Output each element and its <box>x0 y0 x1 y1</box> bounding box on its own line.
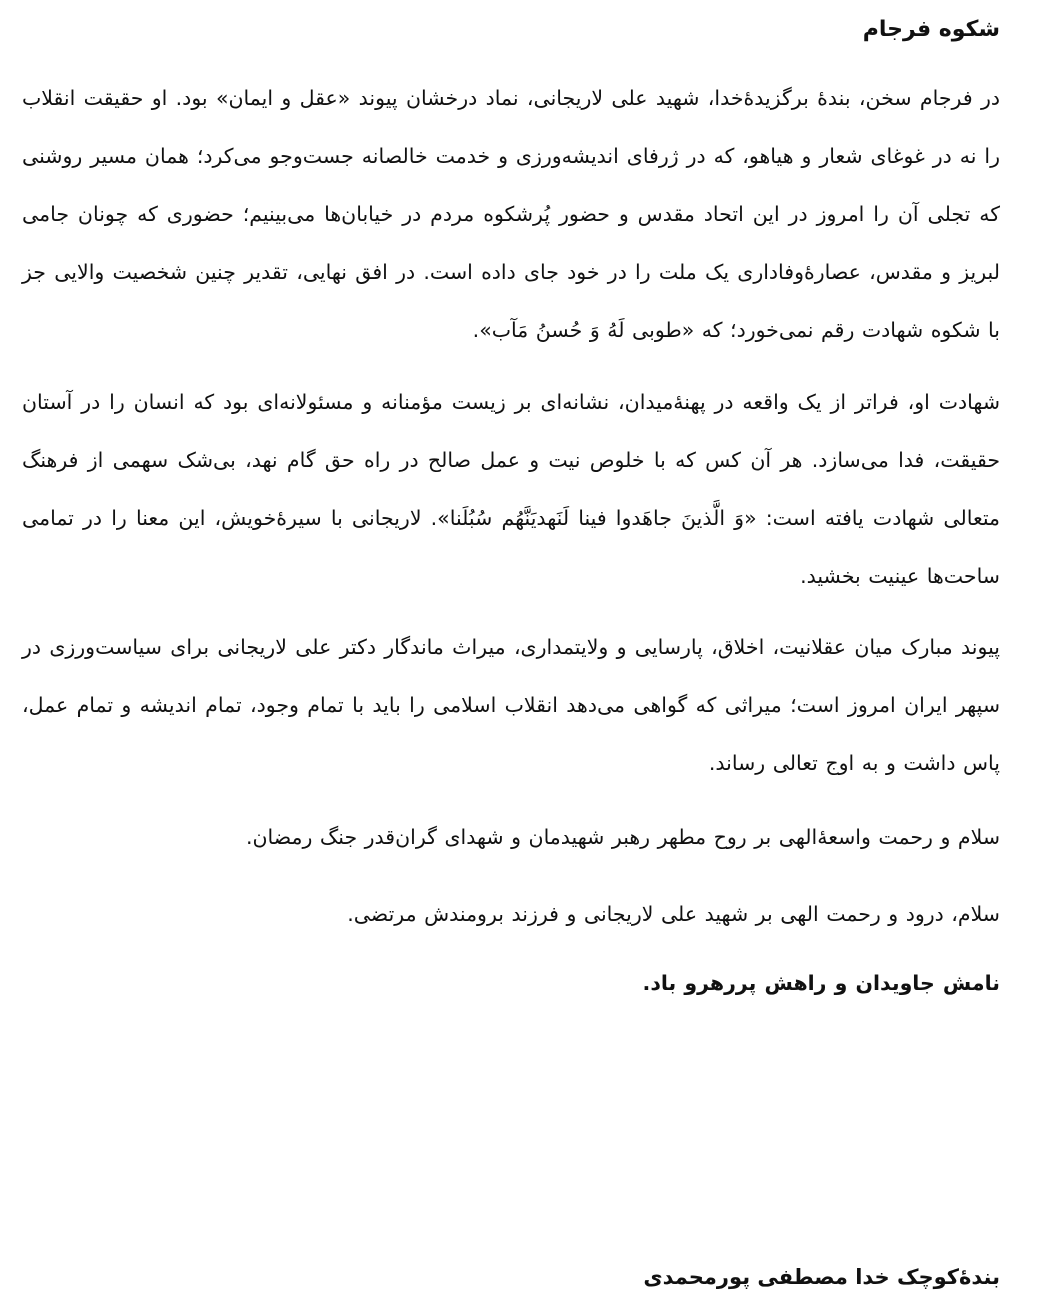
paragraph-1: در فرجام سخن، بندهٔ برگزیدهٔ‌خدا، شهید علی لاریجانی، نماد درخشان پیوند «عقل و ایمان» بود. او حقیقت انقلاب را نه در غوغای شعار و هیاهو، که در ژرفای اندیشه‌ورزی و خدمت خالصانه جست‌وجو می‌کرد؛ همان مسیر روشنی که تجلی آن را امروز در این اتحاد مقدس و حضور پُرشکوه مردم در خیابان‌ها می‌بینیم؛ حضوری که چونان جامی لبریز و مقدس، عصارهٔ‌وفاداری یک ملت را در خود جای داده است. در افق نهایی، تقدیر چنین شخصیت والایی جز با شکوه شهادت رقم نمی‌خورد؛ که «طوبی لَهُ وَ حُسنُ مَآب». <box>22 86 1000 342</box>
paragraph-3: پیوند مبارک میان عقلانیت، اخلاق، پارسایی و ولایتمداری، میراث ماندگار دکتر علی لاریجانی برای سیاست‌ورزی در سپهر ایران امروز است؛ میراثی که گواهی می‌دهد انقلاب اسلامی را باید با تمام وجود، تمام اندیشه و تمام عمل، پاس داشت و به اوج تعالی رساند. <box>22 635 1000 775</box>
document-page <box>22 0 1000 1305</box>
paragraph-salutation-1: سلام و رحمت واسعهٔ‌الهی بر روح مطهر رهبر شهیدمان و شهدای گران‌قدر جنگ رمضان. <box>245 825 1000 849</box>
paragraph-salutation-2: سلام، درود و رحمت الهی بر شهید علی لاریجانی و فرزند برومندش مرتضی. <box>347 902 1000 926</box>
document-title: شکوه فرجام <box>862 17 1000 42</box>
author-signature: بندهٔ‌کوچک خدا مصطفی پورمحمدی <box>643 1265 1000 1289</box>
paragraph-2: شهادت او، فراتر از یک واقعه در پهنهٔ‌میدان، نشانه‌ای بر زیست مؤمنانه و مسئولانه‌ای بود که انسان را در آستان حقیقت، فدا می‌سازد. هر آن کس که با خلوص نیت و عمل صالح در راه حق گام نهد، بی‌شک سهمی از فرهنگ متعالی شهادت یافته است: «وَ الَّذینَ جاهَدوا فینا لَنَهدیَنَّهُم سُبُلَنا». لاریجانی با سیرهٔ‌خویش، این معنا را در تمامی ساحت‌ها عینیت بخشید. <box>22 390 1000 588</box>
closing-line: نامش جاویدان و راهش پررهرو باد. <box>642 971 1000 995</box>
